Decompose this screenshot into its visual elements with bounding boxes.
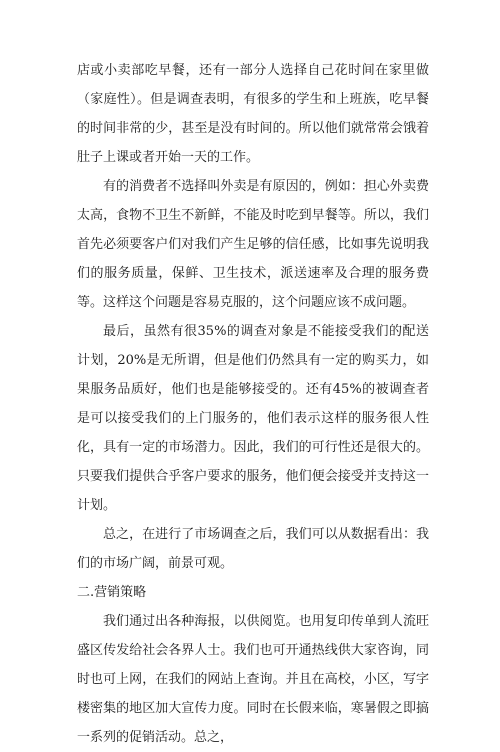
paragraph-marketing-strategy: 我们通过出各种海报，以供阅览。也用复印传单到人流旺盛区传发给社会各界人士。我们也可开通热线供大家咨询，同时也可上网，在我们的网站上查询。并且在高校，小区，写字楼密集的地区加大宣传力度。同时在长假来临，寒暑假之即搞一系列的促销活动。总之， — [77, 614, 429, 745]
document-page — [77, 56, 429, 752]
section-heading-marketing: 二.营销策略 — [77, 585, 147, 600]
paragraph-survey-results: 最后，虽然有很35%的调查对象是不能接受我们的配送计划，20%是无所谓，但是他们仍然具有一定的购买力，如果服务品质好，他们也是能够接受的。还有45%的被调查者是可以接受我们的上门服务的，他们表示这样的服务很人性化，具有一定的市场潜力。因此，我们的可行性还是很大的。只要我们提供合乎客户要求的服务，他们便会接受并支持这一计划。 — [77, 324, 429, 513]
paragraph-conclusion: 总之，在进行了市场调查之后，我们可以从数据看出：我们的市场广阔，前景可观。 — [77, 527, 429, 571]
paragraph-continued: 店或小卖部吃早餐，还有一部分人选择自己花时间在家里做（家庭性）。但是调查表明，有很多的学生和上班族，吃早餐的时间非常的少，甚至是没有时间的。所以他们就常常会饿着肚子上课或者开始一天的工作。 — [77, 63, 429, 165]
paragraph-consumers: 有的消费者不选择叫外卖是有原因的，例如：担心外卖费太高，食物不卫生不新鲜，不能及时吃到早餐等。所以，我们首先必须要客户们对我们产生足够的信任感，比如事先说明我们的服务质量，保鲜、卫生技术，派送速率及合理的服务费等。这样这个问题是容易克服的，这个问题应该不成问题。 — [77, 179, 429, 310]
